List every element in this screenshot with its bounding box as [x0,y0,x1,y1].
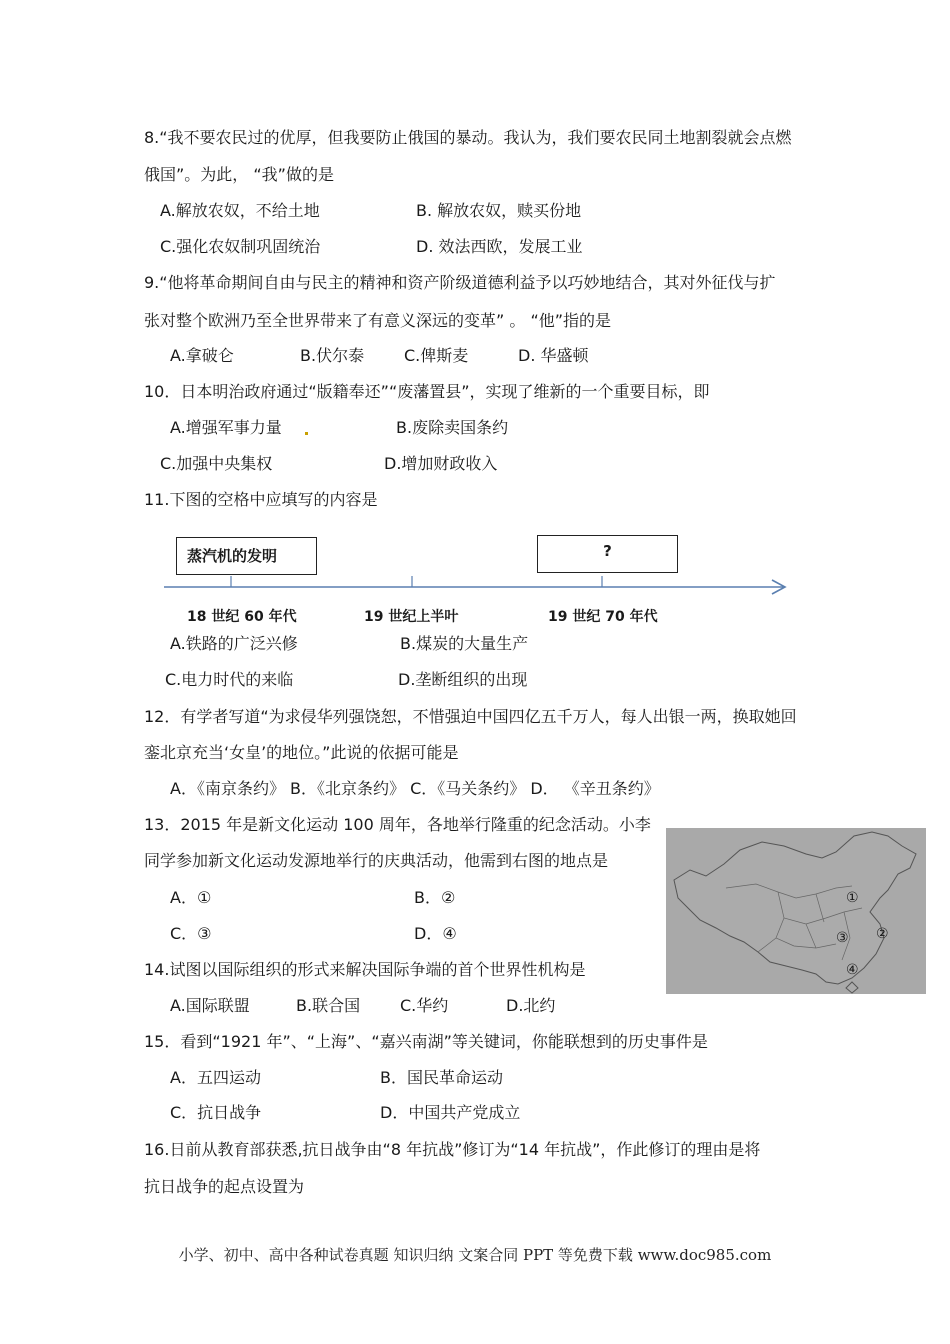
q11-option-d: D.垄断组织的出现 [398,670,528,689]
q14-option-b: B.联合国 [296,996,361,1015]
timeline-label-3: 19 世纪 70 年代 [548,609,658,625]
q14-option-c: C.华约 [400,996,449,1015]
q10-option-a: A.增强军事力量 [170,418,282,437]
q11-option-c: C.电力时代的来临 [165,670,294,689]
q11-option-a: A.铁路的广泛兴修 [170,634,298,653]
q15-stem: 15．看到“1921 年”、“上海”、“嘉兴南湖”等关键词，你能联想到的历史事件是 [144,1032,708,1051]
map-marker-3: ③ [836,930,849,946]
q10-option-c: C.加强中央集权 [160,454,273,473]
q9-stem-line1: 9.“他将革命期间自由与民主的精神和资产阶级道德利益予以巧妙地结合，其对外征伐与扩 [144,273,776,292]
q8-option-c: C.强化农奴制巩固统治 [160,237,321,256]
map-marker-2: ② [876,926,889,942]
q10-stem: 10．日本明治政府通过“版籍奉还”“废藩置县”，实现了维新的一个重要目标，即 [144,382,710,401]
q14-stem: 14.试图以国际组织的形式来解决国际争端的首个世界性机构是 [144,960,586,979]
stray-dot [305,432,308,435]
q12-stem-line1: 12．有学者写道“为求侵华列强饶恕，不惜强迫中国四亿五千万人，每人出银一两，换取她回 [144,707,797,726]
q13-option-b: B．② [414,888,456,907]
q13-stem-line2: 同学参加新文化运动发源地举行的庆典活动，他需到右图的地点是 [144,851,609,870]
q15-option-c: C．抗日战争 [170,1103,262,1122]
china-map-outline [666,828,926,994]
q10-option-b: B.废除卖国条约 [396,418,509,437]
q12-stem-line2: 銮北京充当‘女皇’的地位。”此说的依据可能是 [144,743,459,762]
timeline-box-unknown: ? [537,535,678,573]
q13-option-d: D．④ [414,924,457,943]
q11-option-b: B.煤炭的大量生产 [400,634,529,653]
q14-option-a: A.国际联盟 [170,996,250,1015]
q9-option-b: B.伏尔泰 [300,346,365,365]
q9-option-a: A.拿破仑 [170,346,234,365]
china-map [666,828,926,994]
q15-option-b: B．国民革命运动 [380,1068,503,1087]
q8-stem-line2: 俄国”。为此， “我”做的是 [144,165,334,184]
timeline-label-1: 18 世纪 60 年代 [187,609,297,625]
q13-option-c: C．③ [170,924,212,943]
timeline-box-steam-engine: 蒸汽机的发明 [176,537,317,575]
q15-option-d: D．中国共产党成立 [380,1103,521,1122]
map-marker-4: ④ [846,962,859,978]
q15-option-a: A．五四运动 [170,1068,261,1087]
q14-option-d: D.北约 [506,996,556,1015]
q11-stem: 11.下图的空格中应填写的内容是 [144,490,378,509]
q10-option-d: D.增加财政收入 [384,454,498,473]
timeline-label-2: 19 世纪上半叶 [364,609,459,625]
q9-option-d: D. 华盛顿 [518,346,589,365]
q9-option-c: C.俾斯麦 [404,346,469,365]
map-marker-1: ① [846,890,859,906]
q8-stem-line1: 8.“我不要农民过的优厚，但我要防止俄国的暴动。我认为，我们要农民同土地割裂就会点燃 [144,128,792,147]
page-footer: 小学、初中、高中各种试卷真题 知识归纳 文案合同 PPT 等免费下载 www.doc985.com [178,1246,772,1264]
q8-option-a: A.解放农奴，不给土地 [160,201,320,220]
q8-option-d: D. 效法西欧，发展工业 [416,237,583,256]
q13-stem-line1: 13．2015 年是新文化运动 100 周年，各地举行隆重的纪念活动。小李 [144,815,651,834]
q16-stem-line1: 16.日前从教育部获悉,抗日战争由“8 年抗战”修订为“14 年抗战”，作此修订的理由是将 [144,1140,761,1159]
q12-options: A．《南京条约》 B．《北京条约》 C．《马关条约》 D． 《辛丑条约》 [170,779,660,798]
q13-option-a: A．① [170,888,212,907]
q8-option-b: B. 解放农奴，赎买份地 [416,201,582,220]
q16-stem-line2: 抗日战争的起点设置为 [144,1177,305,1196]
q9-stem-line2: 张对整个欧洲乃至全世界带来了有意义深远的变革” 。 “他”指的是 [144,311,612,330]
